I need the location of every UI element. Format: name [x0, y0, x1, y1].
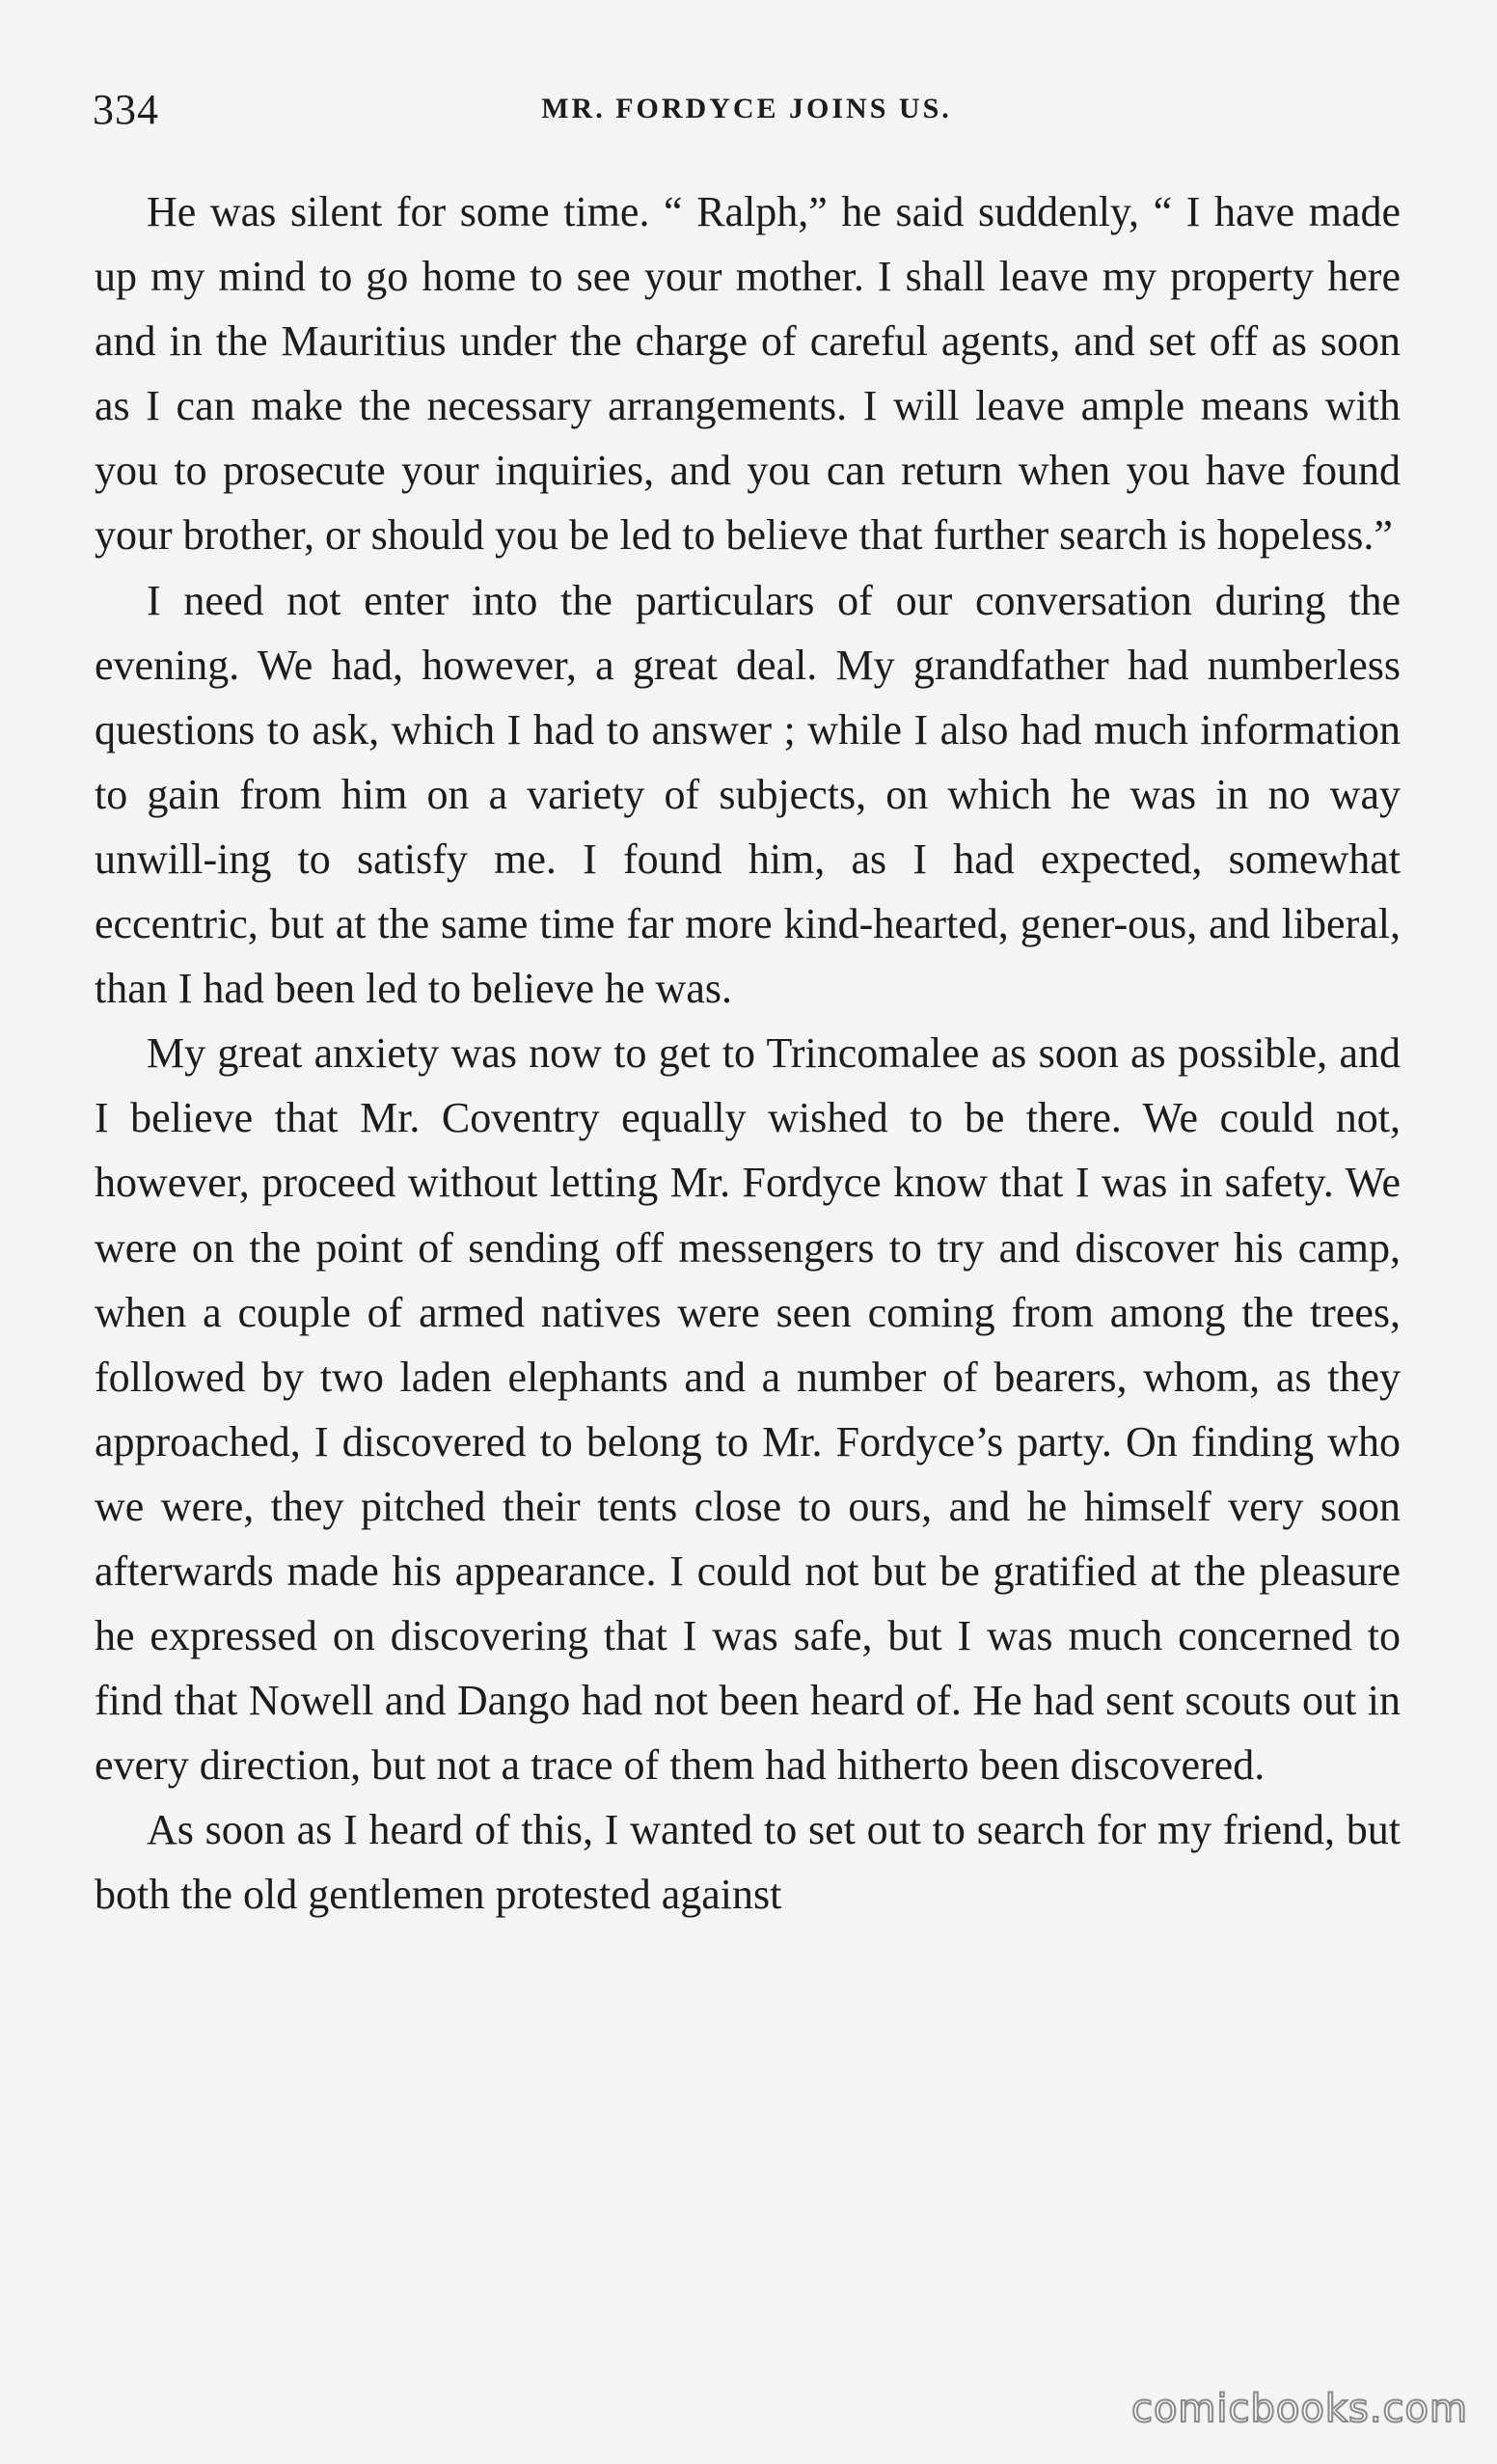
running-head: MR. FORDYCE JOINS US. — [541, 93, 952, 124]
page-header — [93, 85, 1401, 143]
paragraph: He was silent for some time. “ Ralph,” he said suddenly, “ I have made up my mind to go home to see your mother. I shall leave my property here and in the Mauritius under the charge of careful agents, and set off as soon as I can make the necessary arrangements. I will leave ample means with you to prosecute your inquiries, and you can return when you have found your brother, or should you be led to believe that further search is hopeless.” — [95, 188, 1401, 560]
body-text — [95, 179, 1401, 1928]
watermark: comicbooks.com — [1130, 2387, 1468, 2431]
paragraph: My great anxiety was now to get to Trincomalee as soon as possible, and I believe that Mr. Coventry equally wished to be there. We could not, however, proceed without letting Mr. Fordyce know that I was in safety. We were on the point of sending off messengers to try and discover his camp, when a couple of armed natives were seen coming from among the trees, followed by two laden elephants and a number of bearers, whom, as they approached, I discovered to belong to Mr. Fordyce’s party. On finding who we were, they pitched their tents close to ours, and he himself very soon afterwards made his appearance. I could not but be gratified at the pleasure he expressed on discovering that I was safe, but I was much concerned to find that Nowell and Dango had not been heard of. He had sent scouts out in every direction, but not a trace of them had hitherto been discovered. — [95, 1029, 1401, 1790]
paragraph: I need not enter into the particulars of our conversation during the evening. We had, however, a great deal. My grandfather had numberless questions to ask, which I had to answer ; while I also had much information to gain from him on a variety of subjects, on which he was in no way unwill-ing to satisfy me. I found him, as I had expected, somewhat eccentric, but at the same time far more kind-hearted, gener-ous, and liberal, than I had been led to believe he was. — [95, 576, 1401, 1013]
paragraph: As soon as I heard of this, I wanted to set out to search for my friend, but both the old gentlemen protested against — [95, 1806, 1401, 1919]
page-number: 334 — [93, 86, 159, 133]
